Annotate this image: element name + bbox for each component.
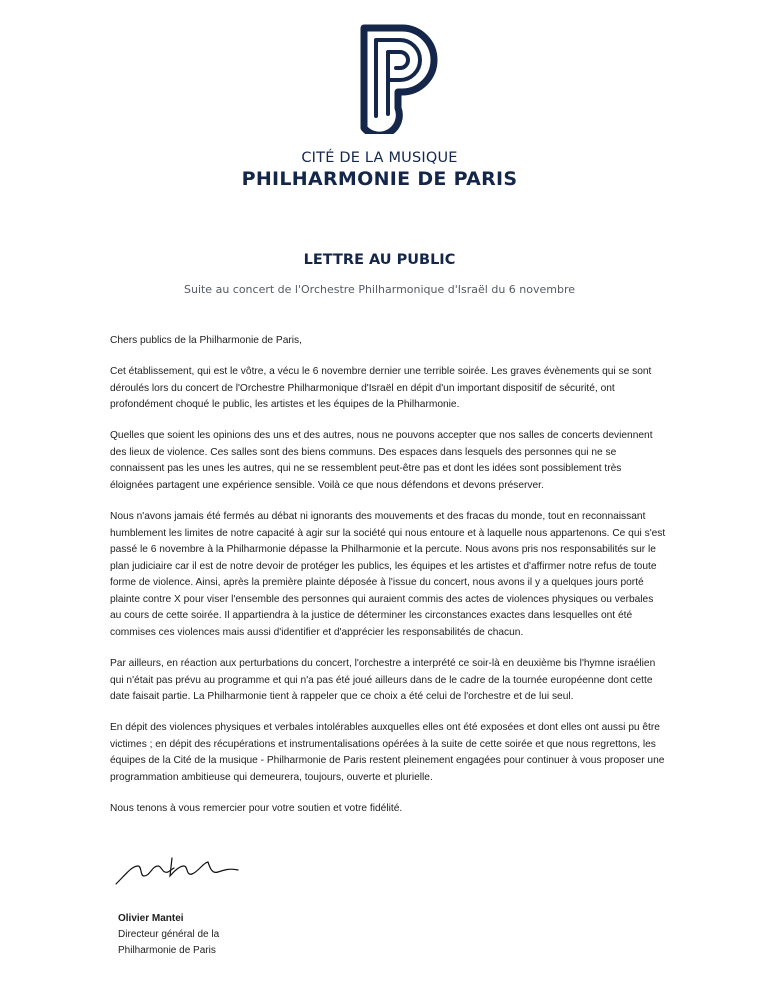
- signer-name: Olivier Mantei: [118, 913, 184, 924]
- paragraph: Cet établissement, qui est le vôtre, a vécu le 6 novembre dernier une terrible soirée. Les graves évènements qui se sont déroulés lors du concert de l'Orchestre Philharmonique d'Israël en dépit d'un important dispositif de sécurité, ont profondément choqué le public, les artistes et les équipes de la Philharmonie.: [110, 365, 652, 411]
- closing: Nous tenons à vous remercier pour votre soutien et votre fidélité.: [110, 803, 403, 814]
- page-title: LETTRE AU PUBLIC: [303, 252, 456, 268]
- paragraph: Par ailleurs, en réaction aux perturbations du concert, l'orchestre a interprété ce soir-là en deuxième bis l'hymne israélien qui n'était pas prévu au programme et qui n'a pas été joué ailleurs dans de le cadre de la tournée européenne dont cette date faisait partie. La Philharmonie tient à rappeler que ce choix a été celui de l'orchestre et de lui seul.: [110, 658, 656, 703]
- signer-organization: Philharmonie de Paris: [118, 945, 216, 956]
- paragraph: Quelles que soient les opinions des uns et des autres, nous ne pouvons accepter que nos salles de concerts deviennent des lieux de violence. Ces salles sont des biens communs. Des espaces dans lesquels des personnes qui ne se connaissent pas les unes les autres, qui ne se ressemblent peut-être pas et dont les idées sont possiblement très éloignées partagent une expérience sensible. Voilà ce que nous défendons et devons préserver.: [110, 430, 653, 491]
- philharmonie-logo-icon: [358, 24, 438, 134]
- logo-subtitle: CITÉ DE LA MUSIQUE: [301, 150, 458, 166]
- signer-title: Directeur général de la: [118, 929, 220, 940]
- signer-block: [118, 911, 219, 959]
- signature-icon: [112, 852, 242, 892]
- paragraph: Nous n'avons jamais été fermés au débat ni ignorants des mouvements et des fracas du monde, tout en reconnaissant humblement les limites de notre capacité à agir sur la société qui nous entoure et à laquelle nous appartenons. Ce qui s'est passé le 6 novembre à la Philharmonie dépasse la Philharmonie et la percute. Nous avons pris nos responsabilités sur le plan judiciaire car il est de notre devoir de protéger les publics, les équipes et les artistes et d'affirmer notre refus de toute forme de violence. Ainsi, après la première plainte déposée à l'issue du concert, nous avons il y a quelques jours porté plainte contre X pour viser l'ensemble des personnes qui auraient commis des actes de violences physiques ou verbales au cours de cette soirée. Il appartiendra à la justice de déterminer les circonstances exactes dans lesquelles ont été commises ces violences mais aussi d'identifier et d'apprécier les responsabilités de chacun.: [110, 510, 666, 639]
- salutation: Chers publics de la Philharmonie de Paris,: [110, 335, 302, 346]
- page-subtitle: Suite au concert de l'Orchestre Philharmonique d'Israël du 6 novembre: [183, 283, 576, 296]
- letter-body: [110, 333, 666, 832]
- logo-wordmark: PHILHARMONIE DE PARIS: [241, 168, 518, 190]
- paragraph: En dépit des violences physiques et verbales intolérables auxquelles elles ont été exposées et dont elles ont aussi pu être victimes ; en dépit des récupérations et instrumentalisations opérées à la suite de cette soirée et que nous regrettons, les équipes de la Cité de la musique - Philharmonie de Paris restent pleinement engagées pour continuer à vous proposer une programmation ambitieuse qui demeurera, toujours, ouverte et plurielle.: [110, 722, 665, 784]
